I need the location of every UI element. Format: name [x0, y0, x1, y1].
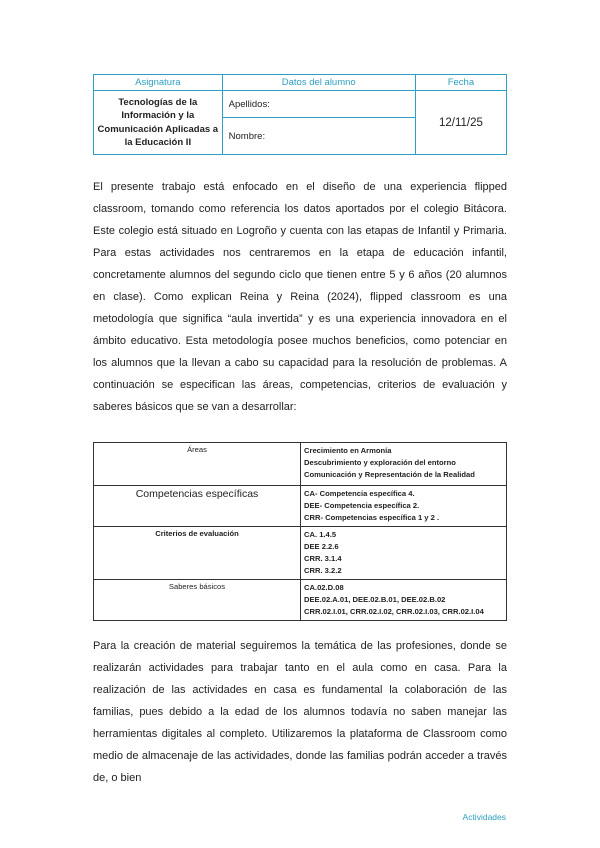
list-item: CRR. 3.1.4	[304, 554, 342, 563]
header-table	[93, 74, 507, 155]
list-item: Crecimiento en Armonía	[304, 446, 392, 455]
saberes-label: Saberes básicos	[94, 580, 301, 621]
curriculum-table	[93, 442, 507, 621]
intro-paragraph: El presente trabajo está enfocado en el diseño de una experiencia flipped classroom, tomando como referencia los datos aportados por el colegio Bitácora. Este colegio está situado en Logroño y cuenta con las etapas de Infantil y Primaria. Para estas actividades nos centraremos en la etapa de educación infantil, concretamente alumnos del segundo ciclo que tienen entre 5 y 6 años (20 alumnos en clase). Como explican Reina y Reina (2024), flipped classroom es una metodología que significa “aula invertida” y es una experiencia innovadora en el ámbito educativo. Esta metodología posee muchos beneficios, como potenciar en los alumnos que la llevan a cabo su capacidad para la resolución de problemas. A continuación se especifican las áreas, competencias, criterios de evaluación y saberes básicos que se van a desarrollar:	[93, 181, 507, 413]
list-item: DEE 2.2.6	[304, 542, 339, 551]
subject-name: Tecnologías de la Información y la Comunicación Aplicadas a la Educación II	[94, 91, 223, 155]
list-item: Descubrimiento y exploración del entorno	[304, 458, 456, 467]
list-item: DEE- Competencia específica 2.	[304, 501, 420, 510]
competencias-list	[301, 486, 507, 527]
surname-field: Apellidos:	[222, 91, 415, 118]
competencias-label: Competencias específicas	[94, 486, 301, 527]
header-col-subject: Asignatura	[94, 75, 223, 91]
list-item: CA.02.D.08	[304, 583, 344, 592]
list-item: Comunicación y Representación de la Realidad	[304, 470, 475, 479]
list-item: DEE.02.A.01, DEE.02.B.01, DEE.02.B.02	[304, 595, 446, 604]
name-field: Nombre:	[222, 118, 415, 155]
criterios-list	[301, 527, 507, 580]
materials-paragraph: Para la creación de material seguiremos la temática de las profesiones, donde se realizarán actividades para trabajar tanto en el aula como en casa. Para la realización de las actividades en casa es fundamental la colaboración de las familias, pues debido a la edad de los alumnos todavía no saben manejar las herramientas digitales al completo. Utilizaremos la plataforma de Classroom como medio de almacenaje de las actividades, donde las familias podrán acceder a través de, o bien	[93, 640, 507, 784]
criterios-label: Criterios de evaluación	[94, 527, 301, 580]
saberes-list	[301, 580, 507, 621]
header-col-student: Datos del alumno	[222, 75, 415, 91]
list-item: CA. 1.4.5	[304, 530, 337, 539]
areas-list	[301, 443, 507, 486]
list-item: CRR. 3.2.2	[304, 566, 342, 575]
footer-label: Actividades	[462, 812, 506, 822]
header-col-date: Fecha	[415, 75, 506, 91]
list-item: CA- Competencia específica 4.	[304, 489, 415, 498]
list-item: CRR- Competencias específica 1 y 2 .	[304, 513, 440, 522]
document-date: 12/11/25	[415, 91, 506, 155]
areas-label: Áreas	[94, 443, 301, 486]
list-item: CRR.02.I.01, CRR.02.I.02, CRR.02.I.03, CRR.02.I.04	[304, 607, 484, 616]
